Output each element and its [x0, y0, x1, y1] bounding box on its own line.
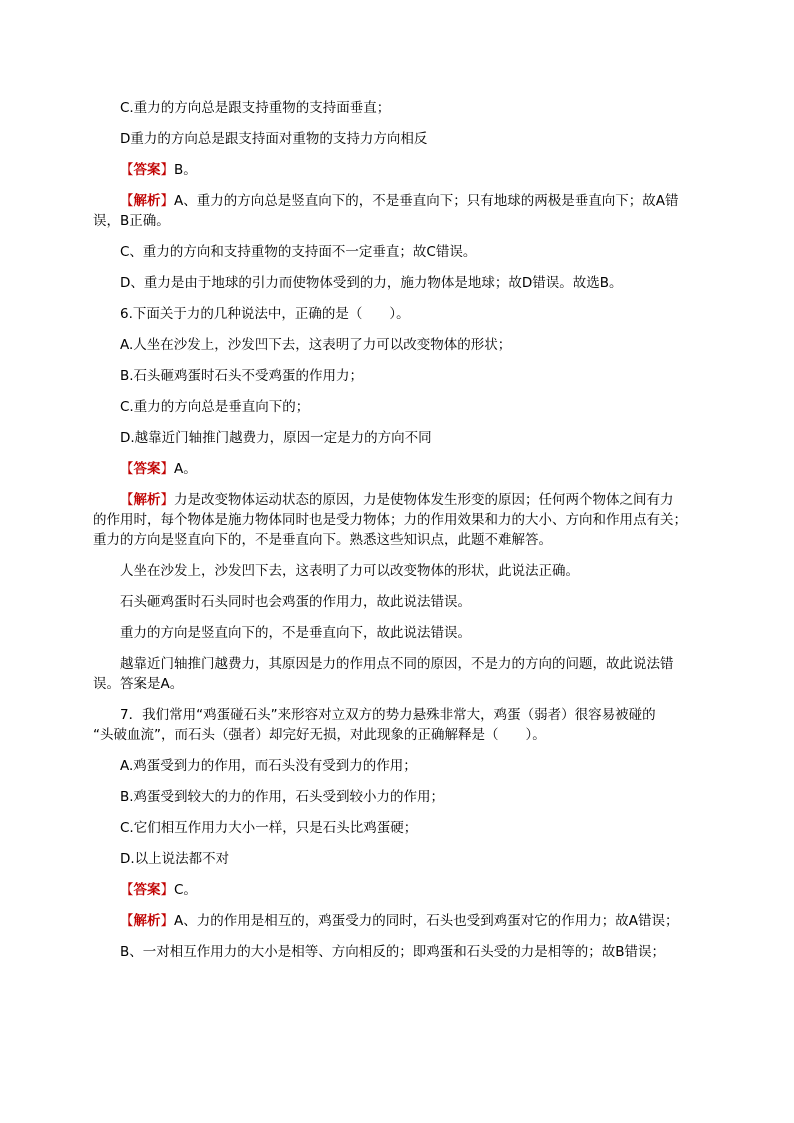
answer-label: 答案 [133, 162, 161, 178]
option-d-q6: D.越靠近门轴推门越费力，原因一定是力的方向不同 [120, 430, 432, 446]
answer-label: 答案 [133, 461, 161, 477]
analysis-q6 [93, 490, 707, 510]
option-d-q7: D.以上说法都不对 [120, 851, 230, 867]
answer-q7 [93, 880, 707, 911]
analysis-q6-point-c: 重力的方向是竖直向下的，不是垂直向下，故此说法错误。 [120, 625, 471, 641]
answer-label: 答案 [133, 882, 161, 898]
answer-q6 [93, 459, 707, 490]
analysis-q5-point-d: D、重力是由于地球的引力而使物体受到的力，施力物体是地球；故D错误。故选B。 [120, 275, 623, 291]
question-6: 6.下面关于力的几种说法中，正确的是（ ）。 [120, 306, 410, 322]
answer-text: A。 [174, 461, 197, 477]
analysis-q6-point-d: 越靠近门轴推门越费力，其原因是力的作用点不同的原因，不是力的方向的问题，故此说法错 [120, 656, 674, 672]
option-d-q5: D重力的方向总是跟支持面对重物的支持力方向相反 [120, 131, 428, 147]
analysis-q6-continued-1: 的作用时，每个物体是施力物体同时也是受力物体；力的作用效果和力的大小、方向和作用点有关； [93, 512, 687, 528]
analysis-label: 解析 [133, 193, 161, 209]
analysis-bracket-open: 【 [120, 492, 134, 508]
document-body [93, 98, 707, 973]
option-c-q6: C.重力的方向总是垂直向下的； [120, 399, 310, 415]
analysis-q7-point-b: B、一对相互作用力的大小是相等、方向相反的；即鸡蛋和石头受的力是相等的；故B错误； [120, 944, 666, 960]
analysis-q5-point-c: C、重力的方向和支持重物的支持面不一定垂直；故C错误。 [120, 244, 477, 260]
analysis-label: 解析 [133, 492, 161, 508]
analysis-q7 [93, 911, 707, 942]
option-b-q6: B.石头砸鸡蛋时石头不受鸡蛋的作用力； [120, 368, 364, 384]
analysis-text: A、力的作用是相互的，鸡蛋受力的同时，石头也受到鸡蛋对它的作用力；故A错误； [174, 913, 679, 929]
option-a-q6: A.人坐在沙发上，沙发凹下去，这表明了力可以改变物体的形状； [120, 337, 512, 353]
analysis-q5 [93, 191, 707, 211]
analysis-bracket-open: 【 [120, 913, 134, 929]
question-7: 7．我们常用“鸡蛋碰石头”来形容对立双方的势力悬殊非常大，鸡蛋（弱者）很容易被碰的 [120, 707, 656, 723]
answer-bracket-open: 【 [120, 882, 134, 898]
question-7-continued: “头破血流”，而石头（强者）却完好无损，对此现象的正确解释是（ ）。 [93, 727, 546, 743]
answer-bracket-close: 】 [160, 162, 174, 178]
analysis-bracket-close: 】 [160, 913, 174, 929]
analysis-q6-point-a: 人坐在沙发上，沙发凹下去，这表明了力可以改变物体的形状，此说法正确。 [120, 563, 579, 579]
answer-text: B。 [174, 162, 197, 178]
analysis-q6-continued-2: 重力的方向是竖直向下的，不是垂直向下。熟悉这些知识点，此题不难解答。 [93, 532, 552, 548]
analysis-bracket-close: 】 [160, 492, 174, 508]
analysis-text: 力是改变物体运动状态的原因，力是使物体发生形变的原因；任何两个物体之间有力 [174, 492, 674, 508]
answer-q5 [93, 160, 707, 191]
analysis-label: 解析 [133, 913, 161, 929]
option-c-q7: C.它们相互作用力大小一样，只是石头比鸡蛋硬； [120, 820, 418, 836]
analysis-q5-continued: 误，B正确。 [93, 213, 170, 229]
analysis-bracket-close: 】 [160, 193, 174, 209]
option-b-q7: B.鸡蛋受到较大的力的作用，石头受到较小力的作用； [120, 789, 445, 805]
answer-bracket-open: 【 [120, 162, 134, 178]
analysis-text: A、重力的方向总是竖直向下的，不是垂直向下；只有地球的两极是垂直向下；故A错 [174, 193, 679, 209]
answer-text: C。 [174, 882, 197, 898]
option-c-q5: C.重力的方向总是跟支持重物的支持面垂直； [120, 100, 391, 116]
analysis-q6-conclusion: 误。答案是A。 [93, 676, 184, 692]
answer-bracket-close: 】 [160, 461, 174, 477]
answer-bracket-close: 】 [160, 882, 174, 898]
answer-bracket-open: 【 [120, 461, 134, 477]
option-a-q7: A.鸡蛋受到力的作用，而石头没有受到力的作用； [120, 758, 417, 774]
analysis-bracket-open: 【 [120, 193, 134, 209]
analysis-q6-point-b: 石头砸鸡蛋时石头同时也会鸡蛋的作用力，故此说法错误。 [120, 594, 471, 610]
